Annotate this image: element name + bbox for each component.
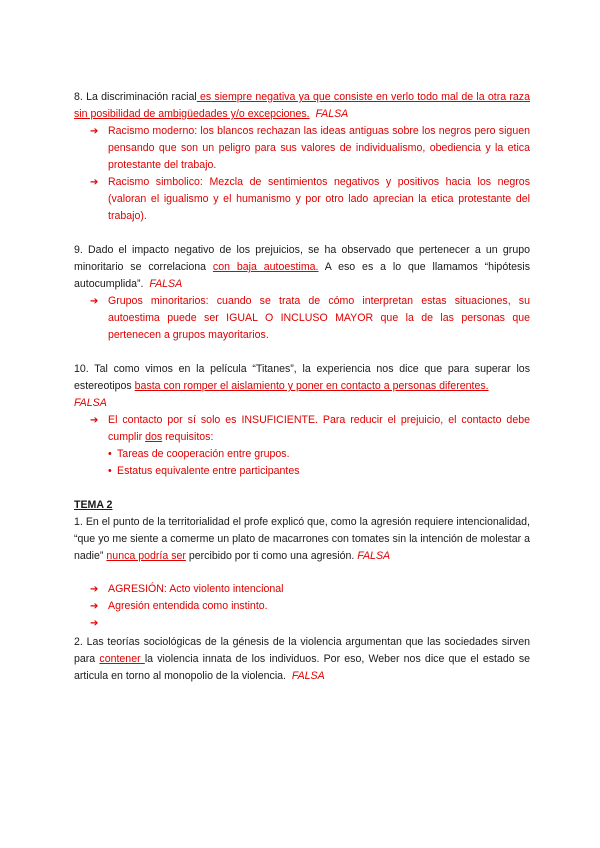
q10-bullet-2: • Estatus equivalente entre participantes — [74, 463, 530, 480]
tema2-q1-verdict: FALSA — [357, 550, 391, 562]
q10-item-1: ➔ El contacto por sí solo es INSUFICIENTE. Para reducir el prejuicio, el contacto debe cumplir dos requisitos: — [90, 414, 530, 443]
section-heading-tema-2: TEMA 2 — [74, 499, 113, 511]
arrow-icon: ➔ — [90, 296, 99, 307]
tema2-question-1: 1. En el punto de la territorialidad el profe explicó que, como la agresión requiere intencionalidad, “que yo me siente a comerme un plato de macarrones con tomates sin la intención de molestar a nadie” nunca podría ser percibido por ti como una agresión. FALSA — [74, 516, 530, 562]
q8-lead: 8. La discriminación racial — [74, 91, 197, 103]
q8-item-1: ➔ Racismo moderno: los blancos rechazan las ideas antiguas sobre los negros pero siguen pensando que son un peligro para sus valores de individualismo, obediencia y la etica protestante del trabajo. — [90, 125, 530, 171]
arrow-icon: ➔ — [90, 126, 99, 137]
tema2-question-2: 2. Las teorías sociológicas de la génesis de la violencia argumentan que las sociedades sirven para contener la violencia innata de los individuos. Por eso, Weber nos dice que el estado se articula en torno al monopolio de la violencia. FALSA — [74, 636, 531, 682]
tema2-q1-item-2: ➔ Agresión entendida como instinto. — [74, 598, 530, 615]
arrow-icon: ➔ — [90, 177, 99, 188]
bullet-icon: • — [108, 465, 112, 477]
arrow-icon: ➔ — [90, 618, 99, 629]
q10-verdict: FALSA — [74, 397, 107, 409]
arrow-icon: ➔ — [90, 415, 99, 426]
document-page — [74, 89, 530, 685]
tema2-q1-item-1: ➔ AGRESIÓN: Acto violento intencional — [74, 581, 530, 598]
q9-item-1: ➔ Grupos minoritarios: cuando se trata de cómo interpretan estas situaciones, su autoestima puede ser IGUAL O INCLUSO MAYOR que la de las personas que pertenecen a grupos mayoritarios. — [90, 295, 530, 341]
question-10: 10. Tal como vimos en la película “Titanes”, la experiencia nos dice que para superar los estereotipos basta con romper el aislamiento y poner en contacto a personas diferentes. FALSA — [74, 363, 530, 409]
q9-verdict: FALSA — [149, 278, 183, 290]
bullet-icon: • — [108, 448, 112, 460]
q8-statement: es siempre negativa ya que consiste en verlo todo mal de la otra raza sin posibilidad de ambigüedades y/o excepciones. — [74, 91, 530, 120]
q9-statement: con baja autoestima. — [212, 261, 319, 273]
q8-verdict: FALSA — [315, 108, 349, 120]
q8-item-2: ➔ Racismo simbolico: Mezcla de sentimientos negativos y positivos hacia los negros (valoran el igualismo y el humanismo y por otro lado aprecian la etica protestante del trabajo). — [90, 176, 530, 222]
q10-statement: basta con romper el aislamiento y poner en contacto a personas diferentes. — [134, 380, 489, 392]
tema2-q1-item-3 — [74, 615, 530, 632]
question-8 — [74, 89, 530, 123]
q10-bullet-1: • Tareas de cooperación entre grupos. — [74, 446, 530, 463]
tema2-q2-verdict: FALSA — [291, 670, 325, 682]
tema2-q2-statement: contener — [99, 653, 145, 665]
question-9: 9. Dado el impacto negativo de los prejuicios, se ha observado que pertenecer a un grupo minoritario se correlaciona con baja autoestima. A eso es a lo que llamamos “hipótesis autocumplida”. FALSA — [74, 244, 530, 290]
arrow-icon: ➔ — [90, 584, 99, 595]
arrow-icon: ➔ — [90, 601, 99, 612]
tema2-q1-statement: nunca podría ser — [106, 550, 186, 562]
